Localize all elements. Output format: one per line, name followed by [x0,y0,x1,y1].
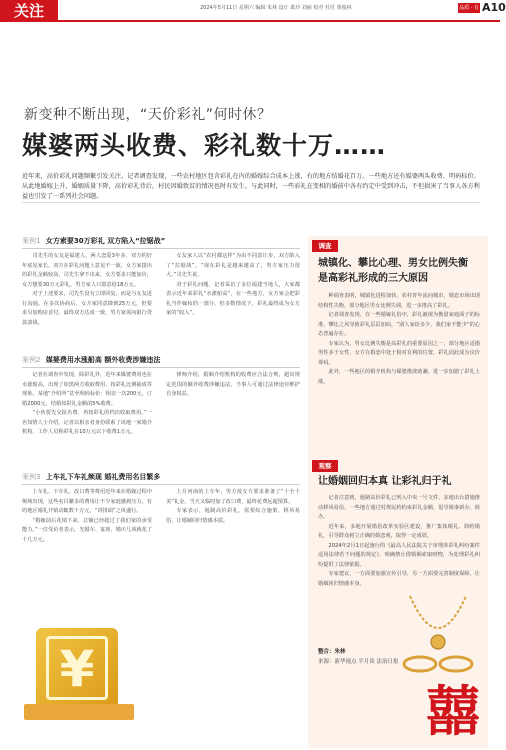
case-1-col-left [22,252,152,348]
observation-tag: 观察 [312,460,338,472]
article-title: 媒婆两头收费、彩礼数十万…… [22,131,387,160]
case-2-rule [22,367,300,368]
survey-title: 城镇化、攀比心理、男女比例失衡是高彩礼形成的三大原因 [318,258,468,284]
case-3-para-1: 上车礼、下车礼、改口费等费用近年来在婚嫁过程中频频出现，这些名目繁多的费用让不少家庭感到压力。有的地区婚礼开销动辄数十万元，“讲排面”之风盛行。 [22,489,152,514]
double-happiness-glyph: 囍 [426,680,480,743]
case-2-col-left [22,371,152,467]
case-3-title: 上车礼下车礼频现 婚礼费用名目繁多 [45,473,161,481]
page-number: A10 [482,1,506,14]
case-3-heading [22,472,160,482]
case-2-para-2: “小伙要先交报名费，再按彩礼的档次收取费用。”一名知情人士介绍。记者以相亲者身份联系了该地一家婚介机构，工作人员称彩礼在10万元以下收费1万元。 [22,410,152,435]
yuan-icon: ¥ [46,636,108,700]
case-2-col-right [166,371,300,467]
survey-body [318,292,480,452]
observation-para-2: 近年来，多地开展婚俗改革实验区建设，推广集体婚礼、简约婚礼，引导群众树立正确的婚恋观，取得一定成效。 [318,523,480,539]
observation-para-1: 记者注意到，遏制高价彩礼已列入中央一号文件，多地出台措施推动移风易俗，一些地方通过村规民约约束彩礼金额，倡导婚事新办、简办。 [318,495,480,520]
case-2-para-1: 记者在调查中发现，除彩礼外，近年来媒婆费用也在水涨船高，出现了如黑两方收取费用、按彩礼比例抽成等现象。某地“介绍所”甚至明码标价：相亲一次200元，订婚2000元，结婚按彩礼金额的5%收费。 [22,372,152,407]
header-badge: 品质 · 有温度 [459,5,479,21]
case-3-tag: 案例3 [22,473,41,481]
credit-editor: 整合：朱林 [318,649,346,655]
observation-title: 让婚姻回归本真 让彩礼归于礼 [318,476,452,487]
observation-para-3: 2024年2月1日起施行的《最高人民法院关于审理涉彩礼纠纷案件适用法律若干问题的规定》，明确禁止借婚姻索取财物，为处理彩礼纠纷提供了法律依据。 [318,542,480,568]
case-3-para-3: 上月河南的上车年，男方按女方要求准备了“十全十美”礼金，当天又临时加了改口费，最终花费远超预算。 [166,489,300,505]
case-1-rule [22,248,300,249]
case-3-col-left [22,488,152,624]
observation-para-4: 专家建议，一方面要加强宣传引导，另一方面要完善制度保障，让婚姻回归情感本身。 [318,571,480,587]
header-meta: 2024年5月11日 星期六 编辑 朱林 设计 葛玲 刘丽 校对 杜付 黄俊林 [200,5,352,11]
case-1-heading [22,236,165,246]
double-happiness-icon [420,676,486,742]
section-tab: 关注 [0,0,58,22]
case-1-para-2: 对于上述要求，司先生没有立即回复，而是与女友进行沟通。在多次协商后，女方家同意降到25万元，但要求另加购房首付。最终双方达成一致，男方家需向银行贷款凑钱。 [22,291,152,326]
case-1-para-4: 对于彩礼问题，记者采访了多位福建当地人，大家都表示近年来彩礼“水涨船高”，在一些地方，女方家会把彩礼当作嫁妆的一部分，但多数情况下，彩礼最终成为女方家的“收入”。 [166,281,300,316]
case-1-title: 女方索要30万彩礼 双方陷入“拉锯战” [45,237,166,245]
case-2-heading [22,355,160,365]
survey-para-1: 种调查表明，城镇化进程加快，农村青年流向城市，婚恋市场出现结构性失衡，部分地区男女比例失调，进一步推高了彩礼。 [318,293,480,309]
survey-para-3: 专家认为，男女比例失衡是高彩礼的重要原因之一，部分地区适婚男性多于女性，女方在婚恋中处于相对有利的位置，彩礼因此成为议价筹码。 [318,340,480,366]
case-1-tag: 案例1 [22,237,41,245]
case-3-rule [22,484,300,485]
case-2-title: 媒婆费用水涨船高 额外收费涉嫌违法 [45,356,161,364]
case-1-col-right [166,252,300,348]
case-3-para-4: 专家表示，遏制高价彩礼，需要综合施策，移风易俗，让婚姻回归情感本质。 [166,508,300,524]
case-1-para-3: 女友家人以“农村都这样”为由不同意让步，双方陷入了“拉锯战”。“现在彩礼是越来越高了，男方家压力很大。”司先生说。 [166,253,300,278]
case-2-para-3: 律师介绍，婚姻介绍机构的收费应合法合规，超出规定范围的额外收费涉嫌违法，当事人可通过法律途径维护自身权益。 [166,372,300,397]
case-1-para-1: 司先生的女友是福建人，两人恋爱3年多，双方约好年底见家长。双方在彩礼问题上意见不一致，女方家提出的彩礼金额较高，司先生拿不出来，女方要求只能加价，女方想要30万元彩礼，男方家人只愿意给18万元。 [22,253,152,288]
survey-tag: 调查 [312,240,338,252]
divider [22,202,480,203]
article-kicker: 新变种不断出现，“天价彩礼”何时休？ [24,107,272,123]
header-rule [58,20,500,22]
case-2-tag: 案例2 [22,356,41,364]
gold-jewelry-illustration [390,590,486,680]
page-header [0,0,506,22]
credit-source: 来源：新华视点 半月谈 法治日报 [318,659,399,665]
case-3-para-2: “婚嫁前后花销下来，总额已经超过了我们家的承受能力。”一位受访者表示，光婚车、宴席、婚庆几项就花了十几万元。 [22,517,152,543]
case-3-col-right [166,488,300,738]
money-stack-illustration [24,704,134,720]
survey-para-2: 记者调查发现，在一些婚嫁礼俗中，彩礼被视为衡量家庭面子的标准，攀比之风导致彩礼层层加码，“别人家给多少，我们家不能少”的心态普遍存在。 [318,312,480,337]
survey-para-4: 此外，一些地区的婚介机构与媒婆推波助澜，进一步加剧了彩礼上涨。 [318,369,480,385]
article-lead: 近年来，高价彩礼问题频繁引发关注。记者调查发现，一些农村地区包含彩礼在内的婚嫁综合成本上涨，有的地方结婚花百万。一些地方还有媒婆两头收费、明码标价。从此地婚嫁上升，婚姻质量下降，高价彩礼背后，村民因婚致贫的情况也时有发生。与此同时，一些彩礼在变相的婚前中各有约定中受到冲击，不但损害了当事人各方利益也引发了一系列社会问题。 [22,173,480,200]
